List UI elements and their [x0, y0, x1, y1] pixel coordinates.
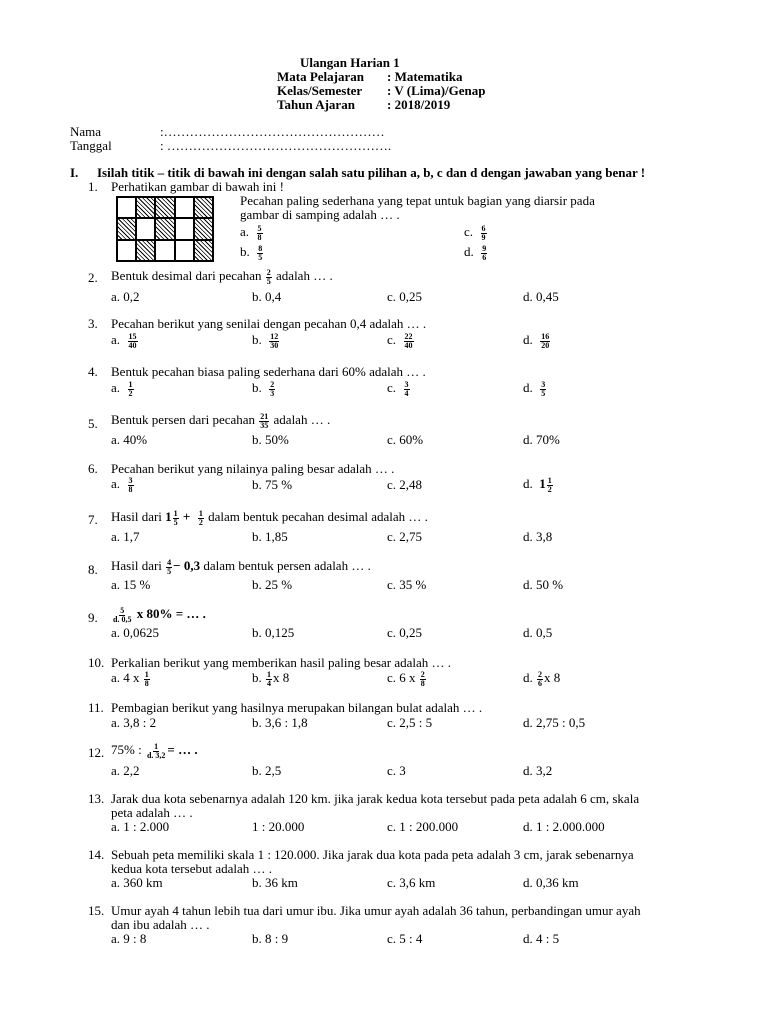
q10-option-d[interactable]: d. $\frac{2}{6}$ x 8 — [523, 669, 561, 688]
q13-option-d[interactable]: d. 1 : 2.000.000 — [523, 819, 605, 834]
subject-label: Mata Pelajaran — [277, 69, 365, 84]
year-label: Tahun Ajaran — [277, 97, 355, 112]
q6-option-b[interactable]: b. 75 % — [252, 477, 293, 492]
q2-option-b[interactable]: b. 0,4 — [252, 289, 282, 304]
q8-text: Hasil dari $\frac{4}{5}$ − 0,3 dalam bentuk persen adalah … . — [111, 557, 371, 576]
q11-option-c[interactable]: c. 2,5 : 5 — [387, 715, 433, 730]
q13-number: 13. — [88, 791, 105, 806]
q13-option-a[interactable]: a. 1 : 2.000 — [111, 819, 170, 834]
q8-option-c[interactable]: c. 35 % — [387, 577, 427, 592]
q7-option-a[interactable]: a. 1,7 — [111, 529, 140, 544]
q5-option-b[interactable]: b. 50% — [252, 432, 289, 447]
q1-desc-line2: gambar di samping adalah … . — [240, 207, 400, 222]
q5-option-c[interactable]: c. 60% — [387, 432, 424, 447]
q6-number: 6. — [88, 461, 98, 476]
q4-option-b[interactable]: b. $\frac{2}{3}$ — [252, 379, 275, 398]
q11-option-b[interactable]: b. 3,6 : 1,8 — [252, 715, 308, 730]
q11-option-a[interactable]: a. 3,8 : 2 — [111, 715, 157, 730]
q4-option-c[interactable]: c. $\frac{3}{4}$ — [387, 379, 409, 398]
q5-option-a[interactable]: a. 40% — [111, 432, 148, 447]
q1-shaded-grid — [116, 196, 214, 262]
q13-option-c[interactable]: c. 1 : 200.000 — [387, 819, 459, 834]
q7-option-c[interactable]: c. 2,75 — [387, 529, 423, 544]
q1-text: Perhatikan gambar di bawah ini ! — [111, 179, 284, 194]
q7-option-d[interactable]: d. 3,8 — [523, 529, 553, 544]
q14-text-line1: Sebuah peta memiliki skala 1 : 120.000. Jika jarak dua kota pada peta adalah 3 cm, jarak sebenarnya — [111, 847, 634, 862]
q1-number: 1. — [88, 179, 98, 194]
subject-value: : Matematika — [387, 69, 463, 84]
q15-text-line1: Umur ayah 4 tahun lebih tua dari umur ibu. Jika umur ayah adalah 36 tahun, perbandingan umur ayah — [111, 903, 641, 918]
q10-option-c[interactable]: c. 6 x $\frac{2}{8}$ — [387, 669, 425, 688]
q4-text: Bentuk pecahan biasa paling sederhana dari 60% adalah … . — [111, 364, 426, 379]
nama-label: Nama — [70, 124, 102, 139]
q11-number: 11. — [88, 700, 104, 715]
q1-option-b[interactable]: b. $\frac{8}{5}$ — [240, 243, 263, 262]
q12-number: 12. — [88, 745, 105, 760]
q15-number: 15. — [88, 903, 105, 918]
q14-option-c[interactable]: c. 3,6 km — [387, 875, 436, 890]
q15-option-d[interactable]: d. 4 : 5 — [523, 931, 560, 946]
q6-option-c[interactable]: c. 2,48 — [387, 477, 423, 492]
q5-text: Bentuk persen dari pecahan $\frac{21}{35}$ adalah … . — [111, 411, 331, 430]
q14-text-line2: kedua kota tersebut adalah … . — [111, 861, 272, 876]
q10-number: 10. — [88, 655, 105, 670]
q6-option-d[interactable]: d. 1 $\frac{1}{2}$ — [523, 475, 552, 494]
q9-option-a[interactable]: a. 0,0625 — [111, 625, 160, 640]
q12-option-a[interactable]: a. 2,2 — [111, 763, 140, 778]
q14-number: 14. — [88, 847, 105, 862]
q13-text-line1: Jarak dua kota sebenarnya adalah 120 km. jika jarak kedua kota tersebut pada peta adalah 6 cm, skala — [111, 791, 640, 806]
q7-text: Hasil dari 1 $\frac{1}{5}$ + $\frac{1}{2}$ dalam bentuk pecahan desimal adalah … . — [111, 508, 428, 527]
q1-option-c[interactable]: c. $\frac{6}{9}$ — [464, 223, 486, 242]
q10-option-b[interactable]: b. $\frac{1}{4}$ x 8 — [252, 669, 290, 688]
q13-option-b[interactable]: 1 : 20.000 — [252, 819, 305, 834]
tanggal-label: Tanggal — [70, 138, 112, 153]
q5-option-d[interactable]: d. 70% — [523, 432, 560, 447]
year-value: : 2018/2019 — [387, 97, 451, 112]
q8-number: 8. — [88, 562, 98, 577]
q9-text: $\frac{5}{d. 0,5}$ x 80% = … . — [113, 605, 206, 624]
q15-option-c[interactable]: c. 5 : 4 — [387, 931, 423, 946]
q8-option-a[interactable]: a. 15 % — [111, 577, 151, 592]
q7-option-b[interactable]: b. 1,85 — [252, 529, 288, 544]
q3-option-d[interactable]: d. $\frac{16}{20}$ — [523, 331, 550, 350]
q12-option-b[interactable]: b. 2,5 — [252, 763, 282, 778]
q1-option-d[interactable]: d. $\frac{9}{6}$ — [464, 243, 487, 262]
q11-option-d[interactable]: d. 2,75 : 0,5 — [523, 715, 586, 730]
q2-option-a[interactable]: a. 0,2 — [111, 289, 140, 304]
q10-text: Perkalian berikut yang memberikan hasil paling besar adalah … . — [111, 655, 452, 670]
q1-option-a[interactable]: a. $\frac{5}{8}$ — [240, 223, 262, 242]
q12-option-c[interactable]: c. 3 — [387, 763, 406, 778]
q2-text: Bentuk desimal dari pecahan $\frac{2}{5}$ adalah … . — [111, 267, 333, 286]
q2-option-c[interactable]: c. 0,25 — [387, 289, 423, 304]
q8-option-b[interactable]: b. 25 % — [252, 577, 293, 592]
class-label: Kelas/Semester — [277, 83, 363, 98]
class-value: : V (Lima)/Genap — [387, 83, 486, 98]
q13-text-line2: peta adalah … . — [111, 805, 193, 820]
q15-option-b[interactable]: b. 8 : 9 — [252, 931, 289, 946]
q14-option-d[interactable]: d. 0,36 km — [523, 875, 579, 890]
q12-option-d[interactable]: d. 3,2 — [523, 763, 553, 778]
q4-number: 4. — [88, 364, 98, 379]
q9-number: 9. — [88, 610, 98, 625]
q3-option-b[interactable]: b. $\frac{12}{30}$ — [252, 331, 279, 350]
q3-option-a[interactable]: a. $\frac{15}{40}$ — [111, 331, 137, 350]
q2-number: 2. — [88, 270, 98, 285]
q3-text: Pecahan berikut yang senilai dengan pecahan 0,4 adalah … . — [111, 316, 427, 331]
q9-option-b[interactable]: b. 0,125 — [252, 625, 295, 640]
nama-field[interactable]: :…………………………………………… — [160, 124, 385, 139]
q9-option-c[interactable]: c. 0,25 — [387, 625, 423, 640]
section-roman: I. — [70, 165, 79, 180]
q4-option-d[interactable]: d. $\frac{3}{5}$ — [523, 379, 546, 398]
q10-option-a[interactable]: a. 4 x $\frac{1}{8}$ — [111, 669, 149, 688]
q3-option-c[interactable]: c. $\frac{22}{40}$ — [387, 331, 413, 350]
q1-desc-line1: Pecahan paling sederhana yang tepat untuk bagian yang diarsir pada — [240, 193, 595, 208]
tanggal-field[interactable]: : ……………………………………………. — [160, 138, 392, 153]
q6-option-a[interactable]: a. $\frac{3}{8}$ — [111, 475, 133, 494]
q4-option-a[interactable]: a. $\frac{1}{2}$ — [111, 379, 133, 398]
q15-option-a[interactable]: a. 9 : 8 — [111, 931, 147, 946]
q14-option-a[interactable]: a. 360 km — [111, 875, 163, 890]
q6-text: Pecahan berikut yang nilainya paling besar adalah … . — [111, 461, 395, 476]
q15-text-line2: dan ibu adalah … . — [111, 917, 210, 932]
section-instruction: Isilah titik – titik di bawah ini dengan salah satu pilihan a, b, c dan d dengan jawaban yang benar ! — [97, 165, 646, 180]
q2-option-d[interactable]: d. 0,45 — [523, 289, 559, 304]
q7-number: 7. — [88, 512, 98, 527]
q3-number: 3. — [88, 316, 98, 331]
q11-text: Pembagian berikut yang hasilnya merupakan bilangan bulat adalah … . — [111, 700, 483, 715]
exam-title: Ulangan Harian 1 — [300, 55, 400, 70]
q9-option-d[interactable]: d. 0,5 — [523, 625, 553, 640]
q14-option-b[interactable]: b. 36 km — [252, 875, 298, 890]
q5-number: 5. — [88, 416, 98, 431]
q8-option-d[interactable]: d. 50 % — [523, 577, 564, 592]
q12-text: 75% : $\frac{1}{d. 3,2}$ = … . — [111, 741, 198, 760]
